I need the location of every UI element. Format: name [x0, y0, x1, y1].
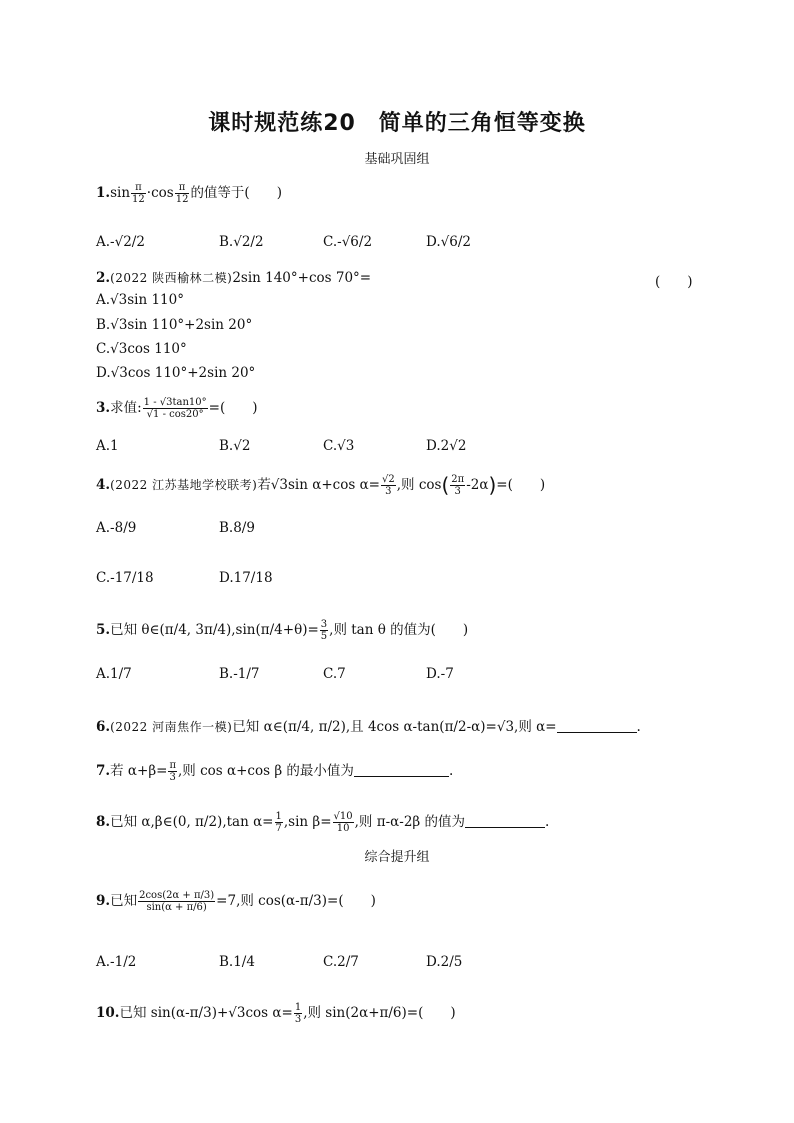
question-text: 若√3sin α+cos α=	[257, 477, 380, 493]
question-7: 7.若 α+β= $\frac{\pi}{3}$ ,则 cos α+cos β 的最小值为 .	[96, 760, 454, 783]
fraction: $\frac{\pi}{3}$	[169, 760, 177, 783]
question-text: sin	[110, 185, 131, 201]
question-text: 已知	[110, 893, 138, 909]
question-text: =( )	[406, 1005, 456, 1021]
option-c: C.-17/18	[96, 570, 154, 586]
answer-blank[interactable]	[465, 813, 545, 828]
question-text: 的值等于( )	[190, 185, 282, 201]
option-c: C.√3cos 110°	[96, 341, 187, 357]
question-text: ,sin	[231, 622, 256, 638]
question-number: 9.	[96, 893, 111, 909]
question-6: 6.(2022 河南焦作一模)已知 α∈(π/4, π/2),且 4cos α-tan(π/2-α)=√3,则 α= .	[96, 719, 641, 735]
question-text: 若 α+β=	[110, 763, 168, 779]
fraction: $\frac{1}{3}$	[294, 1002, 302, 1025]
interval: (0, π/2)	[172, 814, 223, 830]
option-a: A.-8/9	[96, 520, 137, 536]
option-c: C.2/7	[323, 954, 359, 970]
option-b: B.1/4	[219, 954, 255, 970]
option-c: C.-√6/2	[323, 234, 373, 250]
question-text: =√3,则 α=	[485, 719, 557, 735]
question-text: =( )	[208, 400, 258, 416]
answer-blank[interactable]	[557, 718, 637, 733]
section-advanced-heading: 综合提升组	[364, 850, 430, 865]
question-text: =( )	[327, 893, 376, 909]
question-text: 已知 α,β∈	[110, 814, 173, 830]
option-b: B.√2	[219, 438, 251, 454]
question-10	[96, 1002, 456, 1025]
question-text: -2α	[466, 477, 489, 493]
argument: (π/4+θ)	[255, 622, 308, 638]
answer-blank[interactable]	[354, 762, 449, 777]
question-text: =( )	[496, 477, 546, 493]
fraction: $\frac{√10}{10}$	[333, 811, 353, 834]
question-text: +√3cos α=	[216, 1005, 293, 1021]
question-text: ,则 cos	[396, 477, 442, 493]
option-a: A.-√2/2	[96, 234, 145, 250]
question-9	[96, 890, 376, 913]
question-number: 3.	[96, 400, 111, 416]
question-text: ,sin β=	[283, 814, 332, 830]
question-source: (2022 陕西榆林二模)	[110, 271, 233, 285]
question-number: 1.	[96, 185, 111, 201]
question-8: 8.已知 α,β∈(0, π/2),tan α= $\frac{1}{7}$ ,sin β= $\frac{√10}{10}$ ,则 π-α-2β 的值为 .	[96, 811, 550, 834]
argument: (2α+π/6)	[345, 1005, 407, 1021]
question-text: =	[307, 622, 319, 638]
option-d: D.-7	[426, 666, 454, 682]
question-text: ,则 tan θ 的值为( )	[329, 622, 469, 638]
fraction: $\frac{3}{5}$	[320, 619, 328, 642]
argument: (π/2-α)	[439, 719, 486, 735]
option-c: C.√3	[323, 438, 355, 454]
question-4: 4.(2022 江苏基地学校联考)若√3sin α+cos α= $\frac{√2}{3}$ ,则 cos( $\frac{2\pi}{3}$ -2α)=( )	[96, 473, 546, 497]
option-d: D.2/5	[426, 954, 463, 970]
argument: (α-π/3)	[170, 1005, 217, 1021]
option-a: A.-1/2	[96, 954, 137, 970]
interval: (π/4, 3π/4)	[159, 622, 232, 638]
option-d: D.√6/2	[426, 234, 471, 250]
option-a: A.1	[96, 438, 119, 454]
question-text: 2sin 140°+cos 70°=	[232, 270, 372, 286]
answer-paren: ( )	[655, 274, 693, 290]
interval: (π/4, π/2)	[282, 719, 346, 735]
question-source: (2022 江苏基地学校联考)	[110, 478, 258, 492]
question-number: 5.	[96, 622, 111, 638]
option-d: D.2√2	[426, 438, 467, 454]
question-text: 求值:	[110, 400, 142, 416]
question-number: 8.	[96, 814, 111, 830]
question-text: 已知 sin	[119, 1005, 171, 1021]
question-text: ,且 4cos α-tan	[345, 719, 440, 735]
question-text: 已知 θ∈	[110, 622, 160, 638]
question-number: 7.	[96, 763, 111, 779]
question-source: (2022 河南焦作一模)	[110, 720, 233, 734]
question-text: ,则 cos α+cos β 的最小值为	[178, 763, 354, 779]
option-d: D.17/18	[219, 570, 273, 586]
question-5	[96, 619, 468, 642]
question-text: ,则 π-α-2β 的值为	[354, 814, 466, 830]
question-3	[96, 397, 258, 420]
question-number: 10.	[96, 1005, 120, 1021]
question-number: 2.	[96, 270, 111, 286]
question-number: 4.	[96, 477, 111, 493]
option-a: A.1/7	[96, 666, 132, 682]
option-b: B.√2/2	[219, 234, 264, 250]
option-a: A.√3sin 110°	[96, 292, 184, 308]
question-number: 6.	[96, 719, 111, 735]
option-b: B.8/9	[219, 520, 255, 536]
fraction: $\frac{\pi}{12}$	[132, 182, 145, 205]
fraction: $\frac{1}{7}$	[275, 811, 282, 834]
option-c: C.7	[323, 666, 346, 682]
question-text: ,tan α=	[222, 814, 274, 830]
question-1	[96, 182, 282, 205]
question-text: ·cos	[146, 185, 174, 201]
section-basic-heading: 基础巩固组	[364, 152, 430, 167]
argument: (α-π/3)	[280, 893, 328, 909]
fraction: $\frac{2\pi}{3}$	[451, 474, 465, 497]
fraction: $\frac{1 - √3\tan 10^\circ}{√1 - \cos 20^\circ}$	[143, 397, 207, 420]
fraction: $\frac{2\cos(2\alpha + \pi/3)}{\sin(\alpha + \pi/6)}$	[139, 890, 215, 913]
option-b: B.-1/7	[219, 666, 260, 682]
question-text: =7,则 cos	[216, 893, 281, 909]
page-title: 课时规范练20 简单的三角恒等变换	[208, 111, 586, 136]
question-2	[96, 267, 371, 289]
question-text: 已知 α∈	[232, 719, 283, 735]
fraction: $\frac{√2}{3}$	[382, 474, 395, 497]
fraction: $\frac{\pi}{12}$	[175, 182, 189, 205]
option-d: D.√3cos 110°+2sin 20°	[96, 365, 256, 381]
question-text: ,则 sin	[303, 1005, 346, 1021]
option-b: B.√3sin 110°+2sin 20°	[96, 317, 253, 333]
